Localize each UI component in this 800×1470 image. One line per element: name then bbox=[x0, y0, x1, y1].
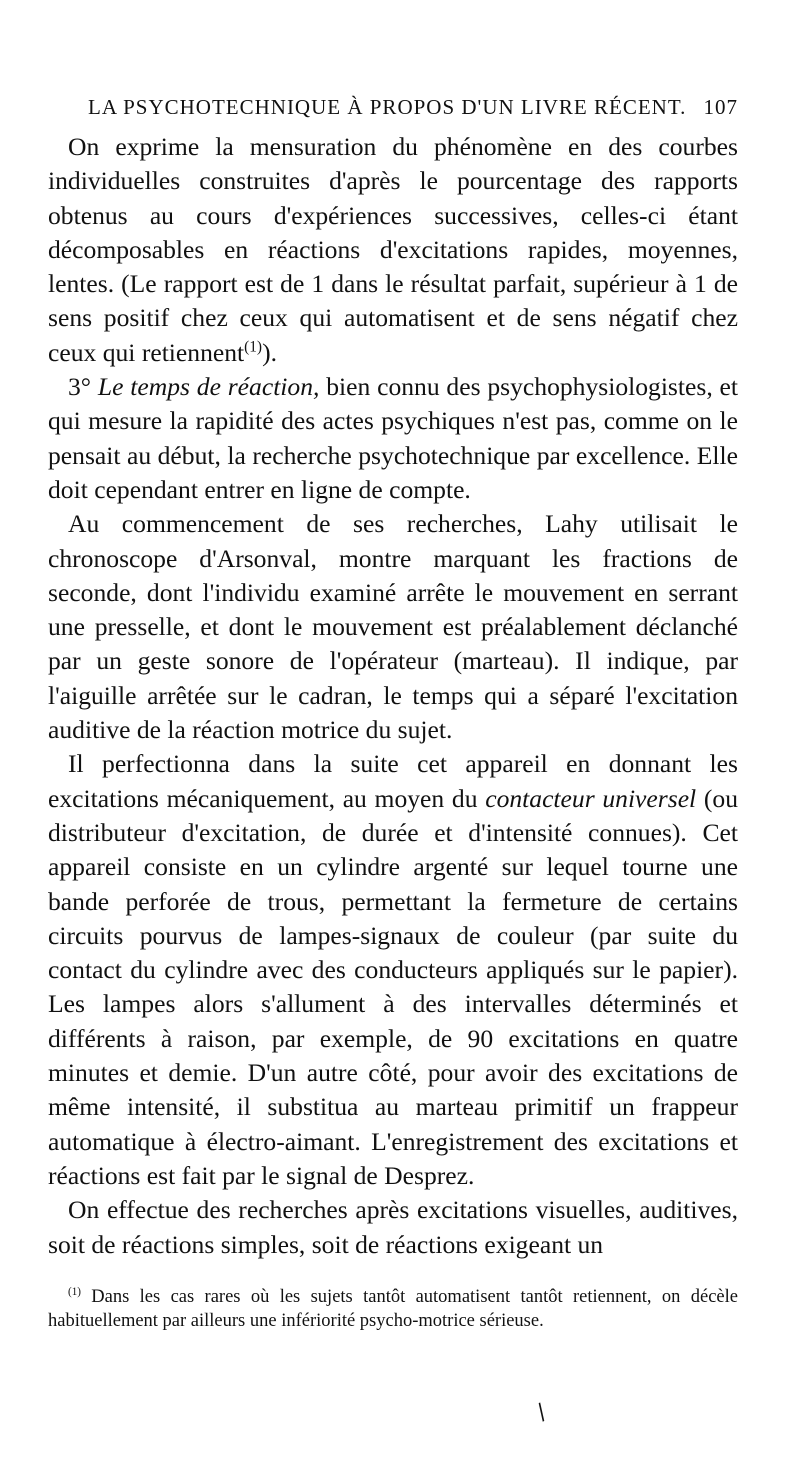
footnote bbox=[48, 1285, 738, 1333]
running-header bbox=[88, 95, 738, 120]
paragraph-text-end: (ou distributeur d'excitation, de durée et d'intensité connues). Cet appareil consiste en un cylindre argenté sur lequel tourne une bande perforée de trous, permettant la fermeture de certains circuits pourvus de lampes-signaux de couleur (par suite du contact du cylindre avec des conducteurs appliqués sur le papier). Les lampes alors s'allument à des intervalles déterminés et différents à raison, par exemple, de 90 excitations en quatre minutes et demie. D'un autre côté, pour avoir des excitations de même intensité, il substitua au marteau primitif un frappeur automatique à électro-aimant. L'enregistrement des excitations et réactions est fait par le signal de Desprez. bbox=[48, 783, 738, 1190]
paragraph-text: On exprime la mensuration du phénomène en des courbes individuelles construites d'après le pourcentage des rapports obtenus au cours d'expériences successives, celles-ci étant décomposables en réactions d'excitations rapides, moyennes, lentes. (Le rapport est de 1 dans le résultat parfait, supérieur à 1 de sens positif chez ceux qui automatisent et de sens négatif chez ceux qui retiennent bbox=[48, 132, 738, 367]
paragraph-text: Il perfectionna dans la suite cet appareil en donnant les excitations mécaniquement, au moyen du bbox=[48, 749, 738, 813]
page-number: 107 bbox=[703, 95, 738, 119]
paragraph-text-end: ). bbox=[262, 337, 277, 367]
ink-mark-icon: / bbox=[532, 1399, 552, 1426]
paragraph bbox=[48, 1193, 738, 1262]
emphasized-term: contacteur universel bbox=[485, 783, 697, 813]
section-number: 3° bbox=[68, 372, 92, 402]
footnote-marker: (1) bbox=[68, 1285, 81, 1298]
paragraph bbox=[48, 507, 738, 747]
paragraph-text: Au commencement de ses recherches, Lahy utilisait le chronoscope d'Arsonval, montre marquant les fractions de seconde, dont l'individu examiné arrête le mouvement en serrant une presselle, et dont le mouvement est préalablement déclanché par un geste sonore de l'opérateur (marteau). Il indique, par l'aiguille arrêtée sur le cadran, le temps qui a séparé l'excitation auditive de la réaction motrice du sujet. bbox=[48, 509, 738, 745]
section-heading: Le temps de réaction, bbox=[97, 372, 320, 402]
paragraph-text: On effectue des recherches après excitations visuelles, auditives, soit de réactions simples, soit de réactions exigeant un bbox=[48, 1195, 738, 1259]
running-title: LA PSYCHOTECHNIQUE À PROPOS D'UN LIVRE RÉCENT. bbox=[88, 95, 687, 119]
paragraph bbox=[48, 130, 738, 370]
main-text bbox=[48, 130, 738, 1262]
paragraph bbox=[48, 370, 738, 507]
paragraph-text: bien connu des psychophysiologistes, et qui mesure la rapidité des actes psychiques n'est pas, comme on le pensait au début, la recherche psychotechnique par excellence. Elle doit cependant entrer en ligne de compte. bbox=[48, 372, 738, 504]
paragraph bbox=[48, 747, 738, 1193]
footnote-reference: (1) bbox=[244, 338, 263, 356]
footnote-paragraph bbox=[48, 1285, 738, 1333]
footnote-text: Dans les cas rares où les sujets tantôt automatisent tantôt retiennent, on décèle habituellement par ailleurs une infériorité psycho-motrice sérieuse. bbox=[48, 1287, 738, 1331]
